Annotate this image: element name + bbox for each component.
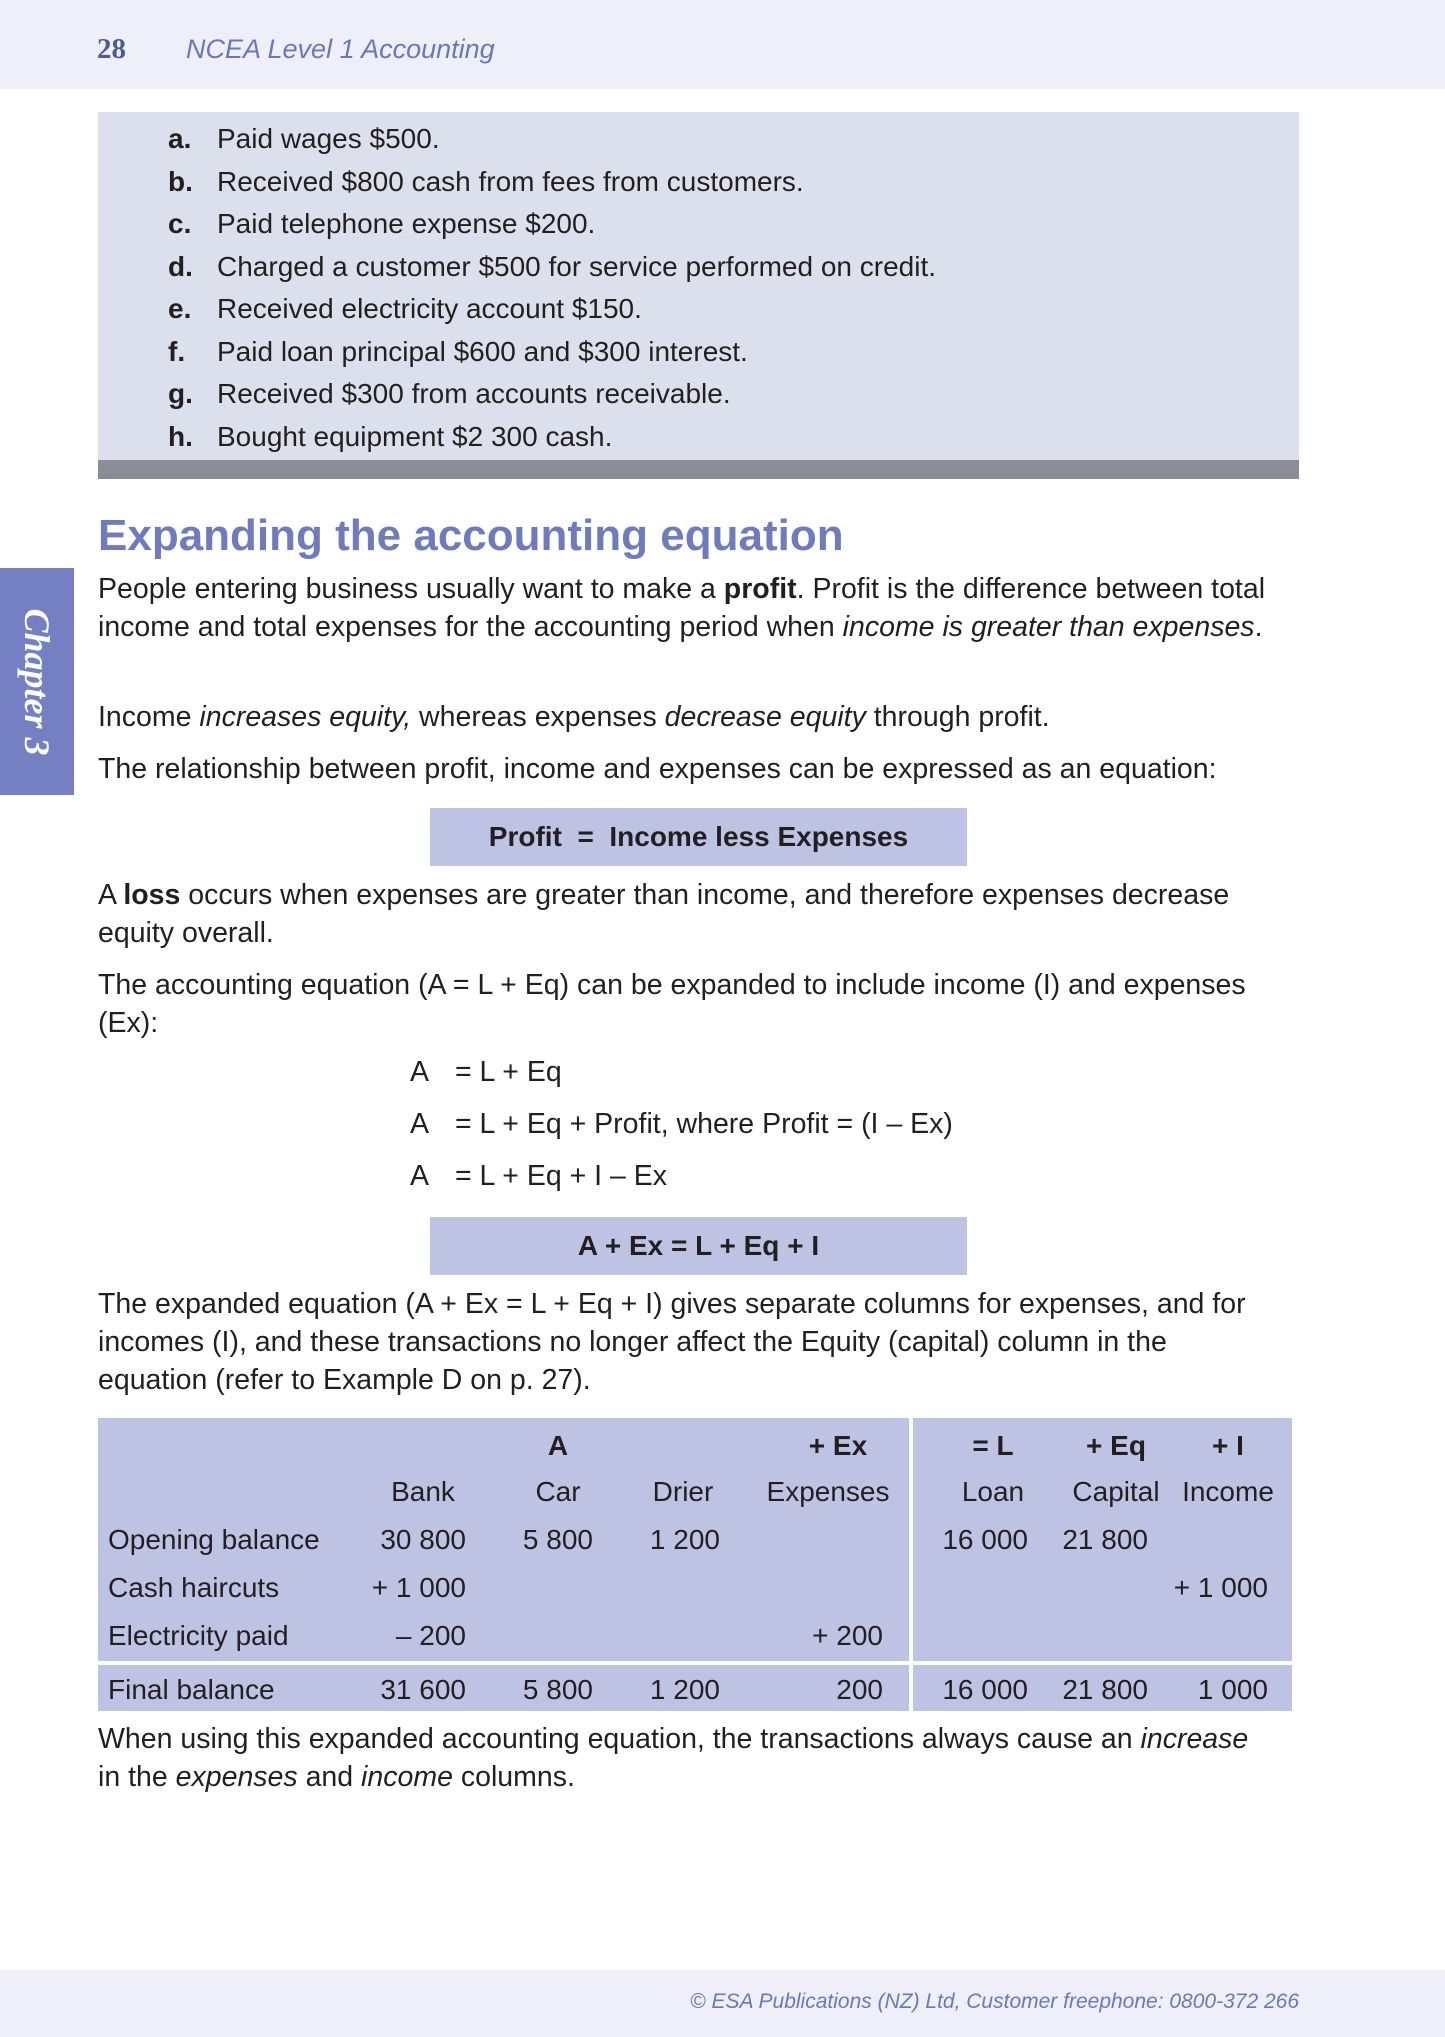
group-header-assets: A	[547, 1430, 569, 1461]
group-header-income: + I	[1212, 1430, 1244, 1461]
exercise-list	[168, 118, 936, 458]
exercise-divider	[98, 460, 1299, 479]
paragraph-profit-definition: People entering business usually want to make a profit. Profit is the difference between total income and total expenses for the accounting period when income is greater than expenses.	[98, 573, 1266, 643]
section-title: Expanding the accounting equation	[98, 511, 844, 560]
profit-formula-box	[430, 808, 967, 866]
book-title: NCEA Level 1 Accounting	[186, 34, 495, 64]
paragraph-relationship: The relationship between profit, income and expenses can be expressed as an equation:	[98, 753, 1217, 785]
exercise-box	[98, 112, 1299, 460]
paragraph-expanded-explanation: The expanded equation (A + Ex = L + Eq + I) gives separate columns for expenses, and for incomes (I), and these transactions no longer affect the Equity (capital) column in the equation (refer to Example D on p. 27).	[98, 1288, 1246, 1396]
group-header-expenses: + Ex	[808, 1430, 868, 1461]
column-header: Drier	[652, 1476, 714, 1507]
group-header-equity: + Eq	[1086, 1430, 1146, 1461]
column-header: Car	[535, 1476, 581, 1507]
paragraph-income-equity: Income increases equity, whereas expenses decrease equity through profit.	[98, 701, 1050, 733]
group-header-liabilities: = L	[972, 1430, 1014, 1461]
page-footer	[0, 1970, 1445, 2037]
chapter-tab	[0, 568, 74, 795]
exercise-item: g. Received $300 from accounts receivable.	[168, 378, 731, 409]
column-header: Income	[1182, 1476, 1274, 1507]
paragraph-loss: A loss occurs when expenses are greater than income, and therefore expenses decrease equity overall.	[98, 879, 1230, 949]
page-header	[0, 0, 1445, 89]
column-header: Loan	[961, 1476, 1025, 1507]
chapter-tab-label: Chapter 3	[17, 607, 57, 756]
row-label: Opening balance	[108, 1524, 320, 1555]
paragraph-conclusion: When using this expanded accounting equation, the transactions always cause an increase in the expenses and income columns.	[98, 1723, 1249, 1793]
column-header: Bank	[391, 1476, 455, 1507]
paragraph-expanded-intro: The accounting equation (A = L + Eq) can be expanded to include income (I) and expenses (Ex):	[98, 969, 1246, 1039]
profit-formula: Profit = Income less Expenses	[488, 821, 909, 852]
exercise-item: c. Paid telephone expense $200.	[168, 208, 596, 239]
expanded-equation-table: A + Ex = L + Eq + I Bank Car Drier Expenses Loan Capital Income Opening balance 30 800 5 800 1 200 16 000 21 800 Cash haircuts + 1 000 + 1 000 Electricity paid – 200 + 200 Final balance 31 600 5 800 1 200 200 16 000 21 800 1 000	[98, 1418, 1292, 1711]
column-header: Expenses	[766, 1476, 890, 1507]
exercise-item: h. Bought equipment $2 300 cash.	[168, 420, 613, 452]
exercise-item: e. Received electricity account $150.	[168, 293, 642, 324]
equation-line: A = L + Eq + Profit, where Profit = (I – Ex)	[410, 1108, 953, 1140]
exercise-item: a. Paid wages $500.	[168, 123, 440, 154]
page-number: 28	[97, 33, 126, 65]
exercise-item: f. Paid loan principal $600 and $300 interest.	[168, 335, 748, 367]
row-label: Electricity paid	[108, 1620, 289, 1651]
exercise-item: d. Charged a customer $500 for service performed on credit.	[168, 250, 937, 282]
equation-line: A = L + Eq + I – Ex	[410, 1160, 668, 1192]
column-header: Capital	[1072, 1476, 1160, 1507]
equation-line: A = L + Eq	[410, 1056, 562, 1088]
expanded-formula: A + Ex = L + Eq + I	[577, 1230, 820, 1261]
expanded-formula-box	[430, 1217, 967, 1275]
row-label: Cash haircuts	[108, 1572, 280, 1603]
exercise-item: b. Received $800 cash from fees from customers.	[168, 165, 804, 197]
copyright-text: © ESA Publications (NZ) Ltd, Customer freephone: 0800-372 266	[690, 1990, 1299, 2013]
final-balance-label: Final balance	[108, 1674, 275, 1705]
